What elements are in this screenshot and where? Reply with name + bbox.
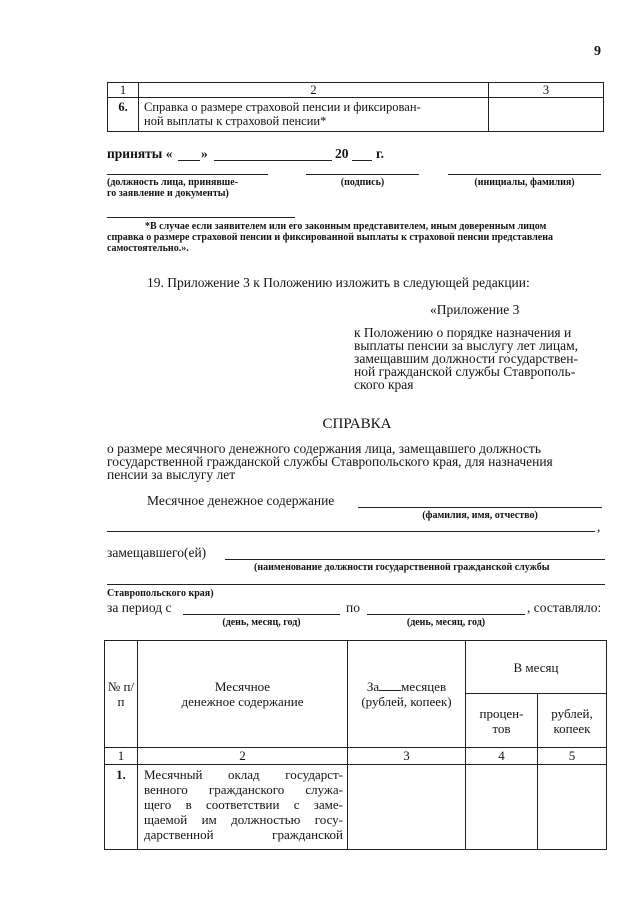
- subtitle-line: пенсии за выслугу лет: [107, 467, 236, 482]
- row-number: 6.: [108, 98, 139, 132]
- table-column-number: 3: [489, 83, 604, 98]
- table-column-number: 3: [348, 748, 466, 765]
- row-months-value: [348, 765, 466, 850]
- header-months-post: месяцев: [401, 679, 447, 694]
- appendix-line: замещавшим должности государствен-: [354, 351, 578, 366]
- header-percent-cell: [466, 694, 538, 748]
- date-from-caption: (день, месяц, год): [222, 617, 301, 628]
- header-rub-cell: [538, 694, 607, 748]
- caption-line: го заявление и документы): [107, 188, 229, 199]
- accepted-quote-close: »: [201, 146, 208, 161]
- continuation-table: [107, 82, 604, 132]
- appendix-line: к Положению о порядке назначения и: [354, 325, 572, 340]
- period-from-label: за период с: [107, 600, 172, 615]
- table-header-row: [105, 641, 607, 694]
- header-months-cell: [348, 641, 466, 748]
- appendix-title: «Приложение 3: [430, 302, 520, 317]
- table-column-number: 2: [138, 748, 348, 765]
- table-column-number: 2: [139, 83, 489, 98]
- table-row: [105, 765, 607, 850]
- table-row: [108, 98, 604, 132]
- appendix-line: выплаты пенсии за выслугу лет лицам,: [354, 338, 579, 353]
- fio-line-comma: ,: [597, 519, 601, 534]
- table-column-number: 1: [108, 83, 139, 98]
- footnote: [107, 221, 612, 254]
- appendix-line: ной гражданской службы Ставрополь-: [354, 364, 576, 379]
- header-months-line: [348, 679, 465, 694]
- row-description-line: венного гражданского служа-: [144, 782, 343, 797]
- header-content-line: Месячное: [214, 679, 271, 694]
- row-description-line: щаемой им должностью госу-: [144, 812, 343, 827]
- table-column-numbers-row: [105, 748, 607, 765]
- table-column-number: 4: [466, 748, 538, 765]
- signature-caption: (подпись): [340, 177, 385, 188]
- row-description-line: Месячный оклад государст-: [144, 767, 343, 782]
- section-19-heading: 19. Приложение 3 к Положению изложить в следующей редакции:: [147, 275, 530, 290]
- row-percent-value: [466, 765, 538, 850]
- row-text-line: ной выплаты к страховой пенсии*: [144, 114, 327, 128]
- header-content-cell: [138, 641, 348, 748]
- page-number: 9: [594, 44, 601, 59]
- replaced-position-label: замещавшего(ей): [107, 545, 207, 560]
- subtitle-line: о размере месячного денежного содержания лица, замещавшего должность: [107, 441, 541, 456]
- row-description-line: щего в соответствии с заме-: [144, 797, 343, 812]
- period-result-label: , составляло:: [527, 600, 602, 615]
- accepted-prefix: приняты «: [107, 146, 173, 161]
- accepted-year-prefix: 20: [335, 146, 349, 161]
- subtitle-line: государственной гражданской службы Ставропольского края, для назначения: [107, 454, 553, 469]
- appendix-reference: [354, 326, 610, 391]
- table-column-number: 1: [105, 748, 138, 765]
- header-rub-line: копеек: [553, 720, 591, 736]
- row-text: [139, 98, 489, 132]
- footnote-line: *В случае если заявителем или его законным представителем, иным доверенным лицом: [145, 221, 547, 232]
- row-rub-value: [538, 765, 607, 850]
- row-value-cell: [489, 98, 604, 132]
- document-title: СПРАВКА: [322, 416, 392, 432]
- accepted-year-suffix: г.: [376, 146, 384, 161]
- table-column-numbers-row: [108, 83, 604, 98]
- period-to-label: по: [346, 600, 360, 615]
- name-caption: (инициалы, фамилия): [474, 177, 575, 188]
- header-percent-line: процен-: [479, 705, 524, 721]
- header-number-cell: № п/п: [105, 641, 138, 748]
- date-to-caption: (день, месяц, год): [406, 617, 486, 628]
- position-name-caption: (наименование должности государственной гражданской службы: [254, 562, 550, 573]
- footnote-line: самостоятельно.».: [107, 243, 189, 254]
- header-months-units: (рублей, копеек): [361, 694, 452, 709]
- region-caption: Ставропольского края): [107, 588, 214, 599]
- document-subtitle: [107, 442, 612, 481]
- caption-line: (должность лица, принявше-: [107, 177, 239, 188]
- fio-caption: (фамилия, имя, отчество): [422, 510, 538, 521]
- monthly-allowance-label: Месячное денежное содержание: [147, 493, 335, 508]
- allowance-table: [104, 640, 607, 850]
- header-per-month-cell: В месяц: [466, 641, 607, 694]
- row-number: 1.: [105, 765, 138, 850]
- row-description: [138, 765, 348, 850]
- footnote-line: справка о размере страховой пенсии и фиксированной выплаты к страховой пенсии представлена: [107, 232, 554, 243]
- position-caption: [107, 177, 268, 199]
- header-months-pre: За: [366, 679, 380, 694]
- header-percent-line: тов: [492, 720, 511, 736]
- header-content-line: денежное содержание: [181, 694, 304, 709]
- row-text-line: Справка о размере страховой пенсии и фиксирован-: [144, 100, 421, 114]
- table-column-number: 5: [538, 748, 607, 765]
- header-rub-line: рублей,: [551, 705, 593, 721]
- appendix-line: ского края: [354, 377, 414, 392]
- row-description-line: дарственной гражданской: [144, 827, 343, 842]
